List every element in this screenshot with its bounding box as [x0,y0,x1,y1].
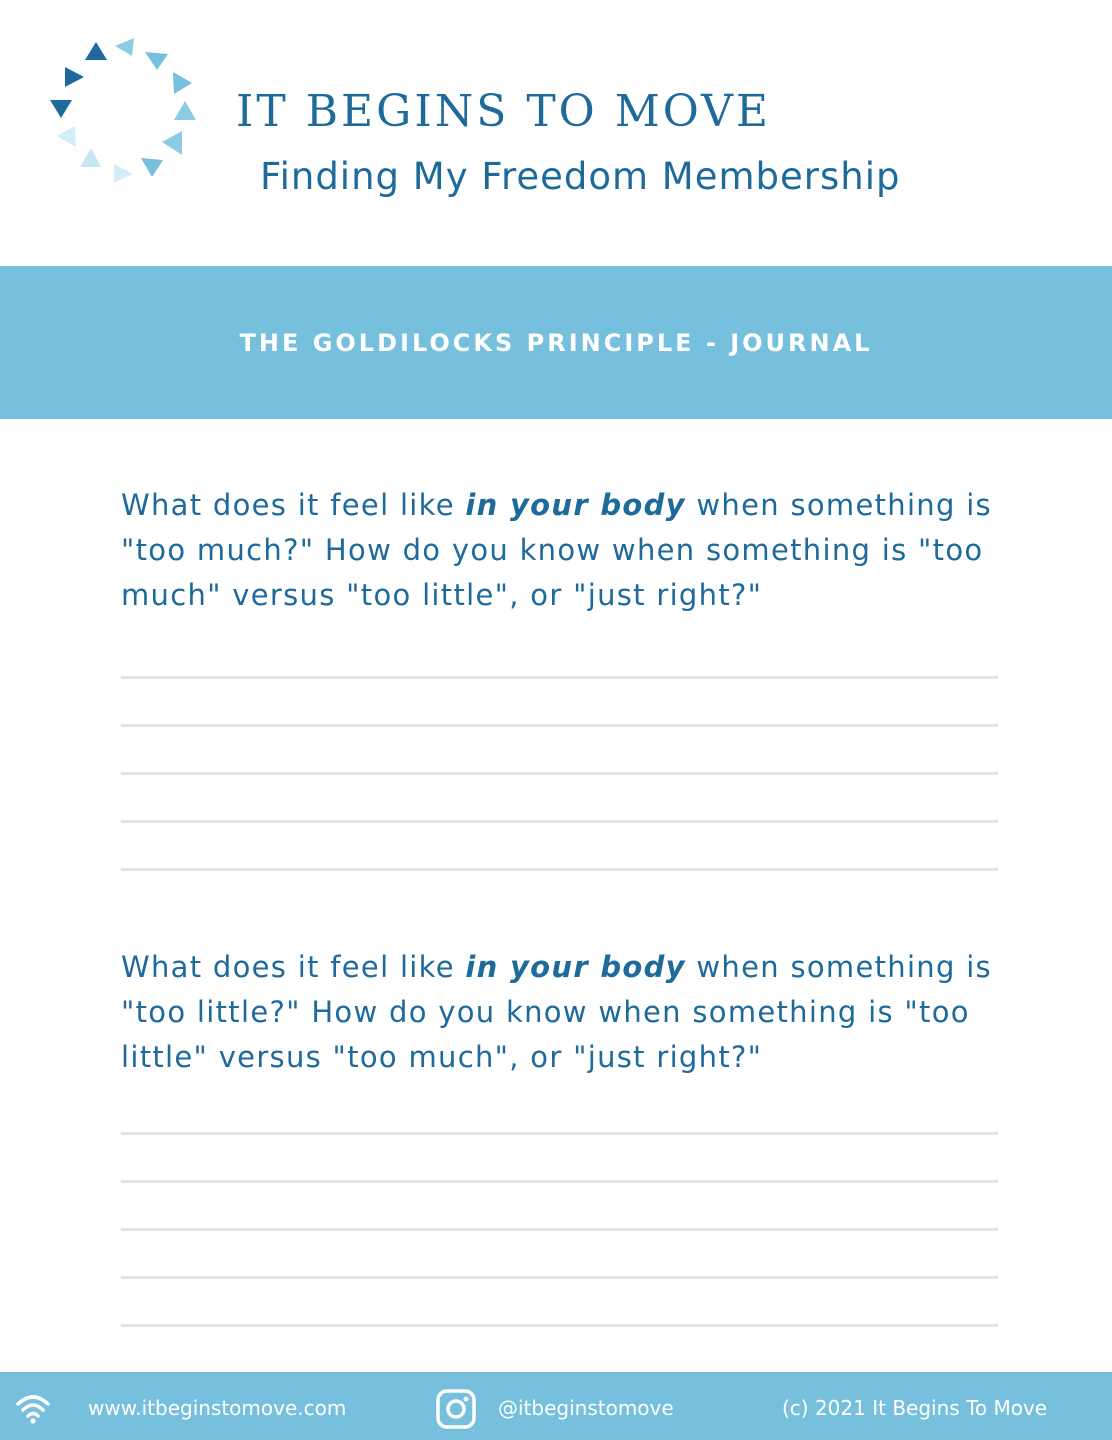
writing-line[interactable] [121,1180,998,1183]
writing-line[interactable] [121,1228,998,1231]
writing-line[interactable] [121,1324,998,1327]
writing-line[interactable] [121,1132,998,1135]
question-text: when something is "too much?" How do you know when something is "too much" versus "too little", or "just right?" [121,488,992,612]
instagram-icon[interactable] [435,1388,477,1430]
banner-title: THE GOLDILOCKS PRINCIPLE - JOURNAL [239,328,873,357]
journal-question-1 [121,483,1001,618]
question-emphasis: in your body [465,950,686,984]
writing-line[interactable] [121,676,998,679]
question-text: What does it feel like [121,950,466,984]
logo [40,30,210,195]
instagram-handle[interactable]: @itbeginstomove [498,1396,674,1420]
section-banner [0,266,1112,419]
website-link[interactable]: www.itbeginstomove.com [88,1396,347,1420]
brand-subtitle: Finding My Freedom Membership [260,155,901,198]
answer-lines-1[interactable] [121,676,998,916]
question-text: when something is "too little?" How do you know when something is "too little" versus "too much", or "just right?" [121,950,992,1074]
copyright-text: (c) 2021 It Begins To Move [782,1396,1048,1420]
question-emphasis: in your body [465,488,686,522]
footer [0,1372,1112,1440]
journal-question-2 [121,945,1001,1080]
writing-line[interactable] [121,772,998,775]
writing-line[interactable] [121,868,998,871]
writing-line[interactable] [121,724,998,727]
wifi-icon [16,1392,50,1424]
writing-line[interactable] [121,1276,998,1279]
question-text: What does it feel like [121,488,466,522]
writing-line[interactable] [121,820,998,823]
answer-lines-2[interactable] [121,1132,998,1372]
brand-title: IT BEGINS TO MOVE [236,86,771,137]
